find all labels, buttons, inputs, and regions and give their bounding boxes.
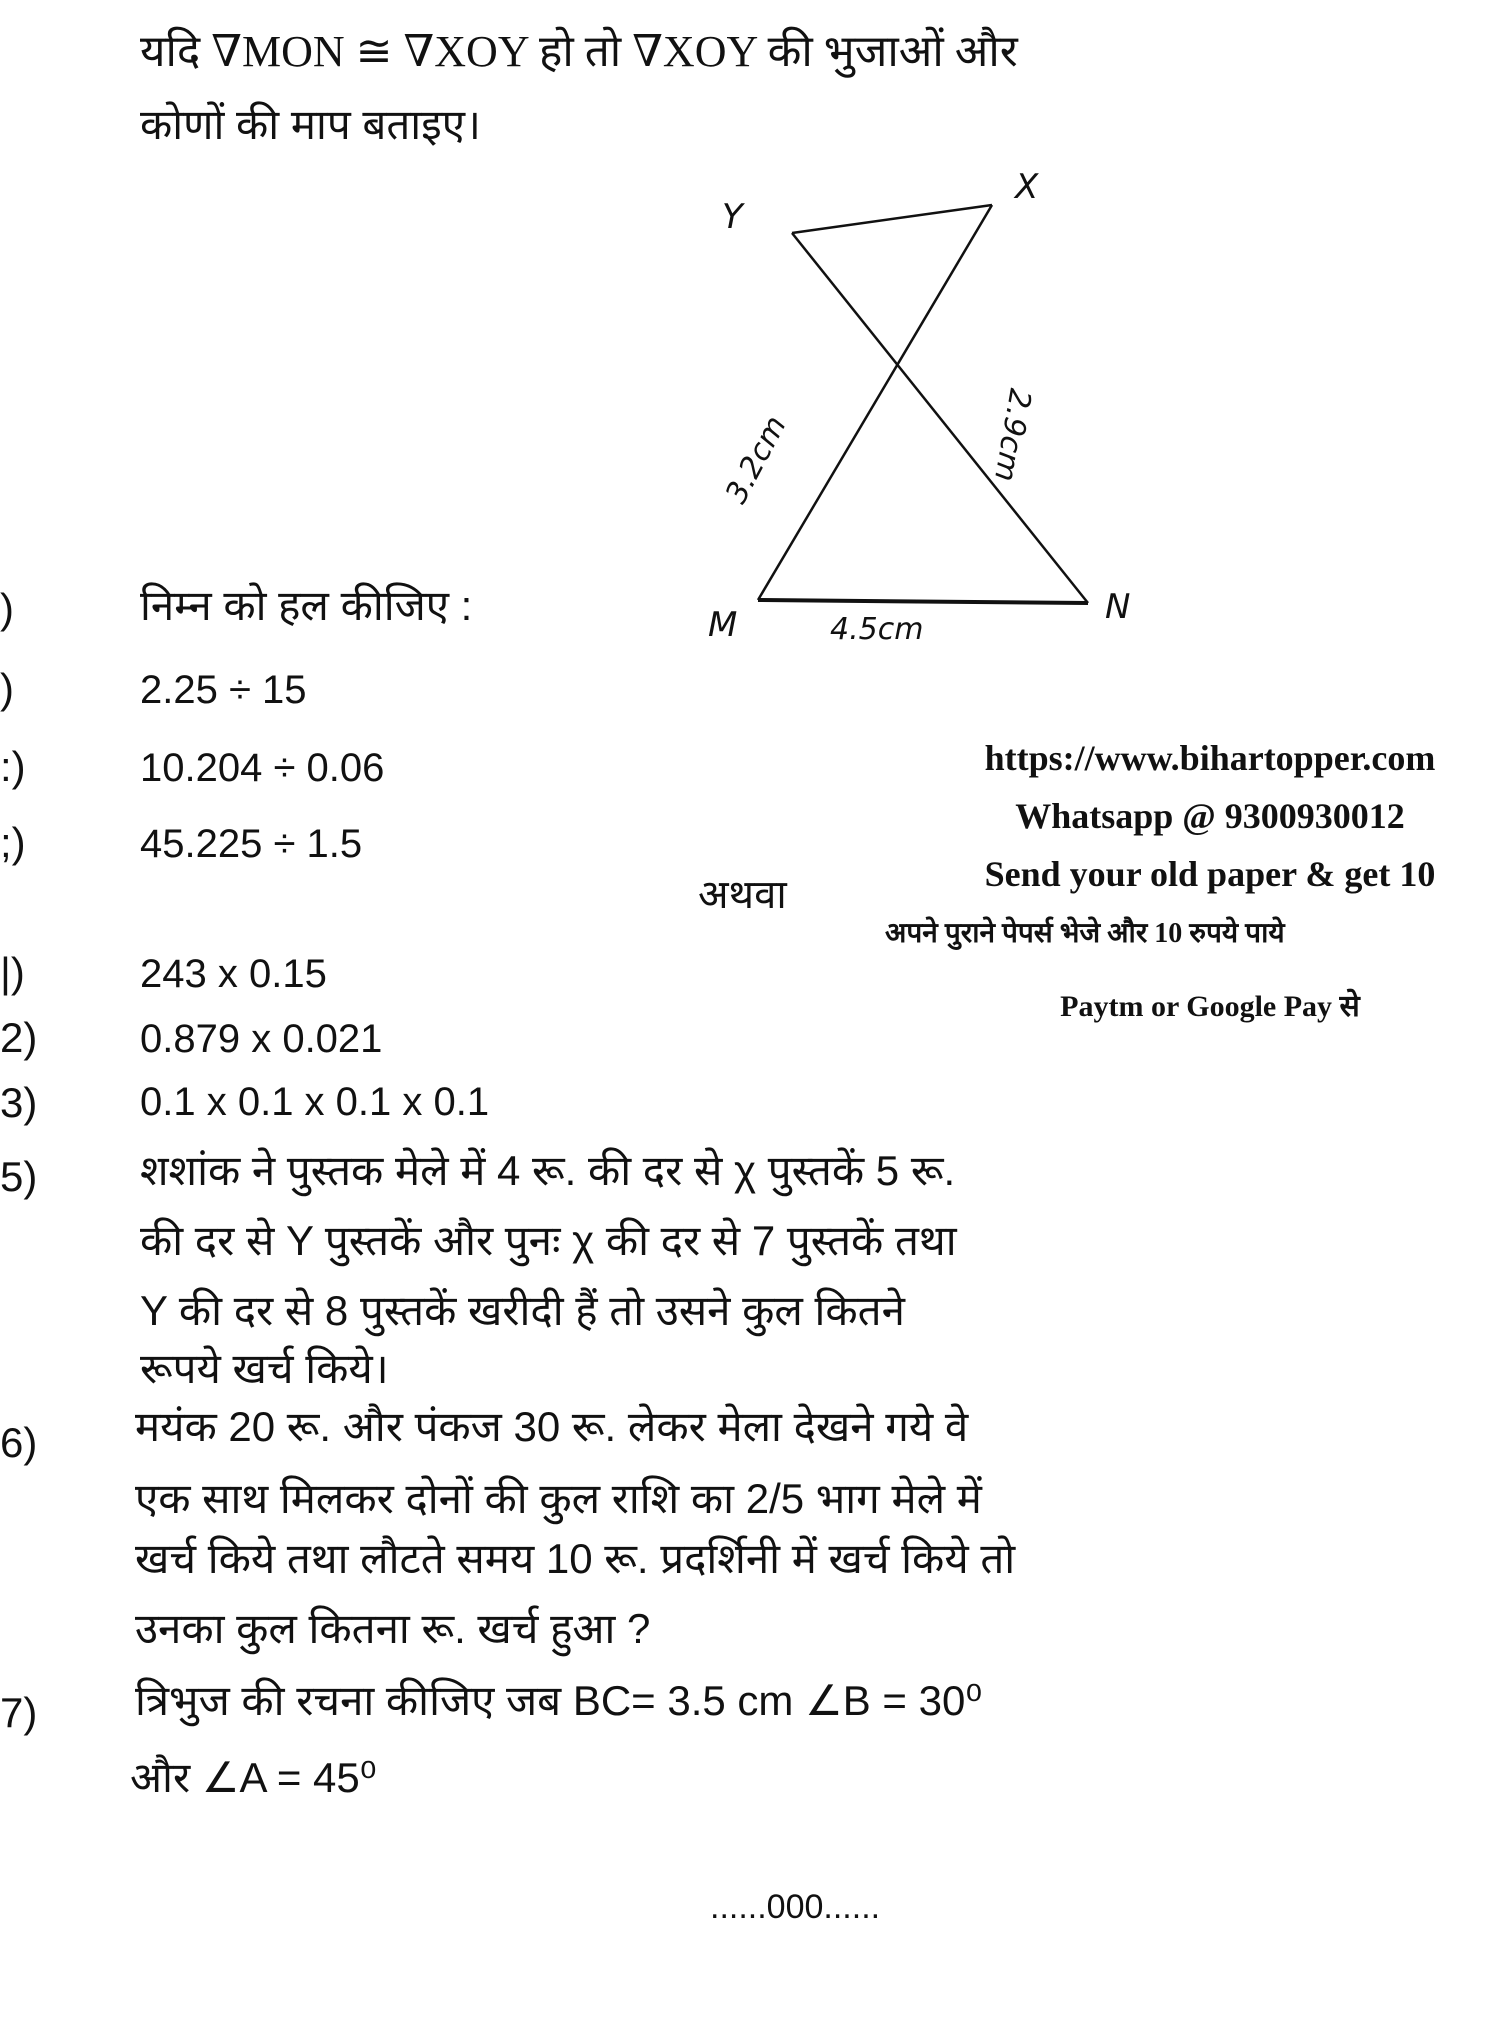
side-MN [758,600,1088,603]
watermark-pay: Paytm or Google Pay से [1060,990,1360,1023]
q7-line: त्रिभुज की रचना कीजिए जब BC= 3.5 cm ∠B = 30⁰ [135,1677,983,1724]
side-XM [758,205,992,600]
q5-line: रूपये खर्च किये। [140,1345,389,1392]
vertex-label-Y: Y [722,197,743,237]
item-number: 3) [0,1079,38,1126]
watermark-hindi: अपने पुराने पेपर्स भेजे और 10 रुपये पाये [885,918,1285,949]
watermark-whatsapp: Whatsapp @ 9300930012 [1015,796,1405,836]
question-number: 7) [0,1689,38,1736]
solve-item: 45.225 ÷ 1.5 [140,822,363,866]
question-number: 6) [0,1419,38,1466]
end-marker: ......000...... [710,1888,881,1926]
or-label: अथवा [698,873,787,917]
watermark-send: Send your old paper & get 10 [984,854,1436,894]
watermark-url: https://www.bihartopper.com [984,738,1436,778]
q5-line: Y की दर से 8 पुस्तकें खरीदी हैं तो उसने कुल कितने [140,1287,905,1334]
side-label-2-9cm: 2.9cm [986,386,1038,485]
vertex-label-M: M [708,605,738,645]
item-number: ;) [0,819,26,866]
question-number: 5) [0,1153,38,1200]
q5-line: की दर से Y पुस्तकें और पुनः χ की दर से 7 पुस्तकें तथा [140,1217,957,1264]
q5-line: शशांक ने पुस्तक मेले में 4 रू. की दर से χ पुस्तकें 5 रू. [140,1147,956,1194]
q7-line: और ∠A = 45⁰ [130,1754,377,1801]
vertex-label-N: N [1105,587,1131,627]
vertex-label-X: X [1015,167,1039,207]
solve-heading: निम्न को हल कीजिए : [140,582,473,629]
item-number: :) [0,743,26,790]
q6-line: खर्च किये तथा लौटते समय 10 रू. प्रदर्शिनी में खर्च किये तो [135,1535,1016,1582]
side-label-3-2cm: 3.2cm [718,410,794,510]
q6-line: मयंक 20 रू. और पंकज 30 रू. लेकर मेला देखने गये वे [135,1403,969,1450]
side-label-4-5cm: 4.5cm [830,612,924,647]
item-number: 2) [0,1014,38,1061]
congruence-question-line1: यदि ∇MON ≅ ∇XOY हो तो ∇XOY की भुजाओं और [140,27,1018,76]
alt-item: 243 x 0.15 [140,952,327,996]
item-number: |) [0,949,25,996]
solve-item: 2.25 ÷ 15 [140,668,307,712]
congruence-question-line2: कोणों की माप बताइए। [140,101,481,148]
alt-item: 0.1 x 0.1 x 0.1 x 0.1 [140,1080,490,1124]
question-number: ) [0,585,14,632]
q6-line: एक साथ मिलकर दोनों की कुल राशि का 2/5 भाग मेले में [135,1475,982,1522]
solve-item: 10.204 ÷ 0.06 [140,746,385,790]
alt-item: 0.879 x 0.021 [140,1017,383,1061]
side-YX [792,205,992,233]
side-YN [792,233,1088,603]
q6-line: उनका कुल कितना रू. खर्च हुआ ? [135,1605,651,1652]
item-number: ) [0,665,14,712]
